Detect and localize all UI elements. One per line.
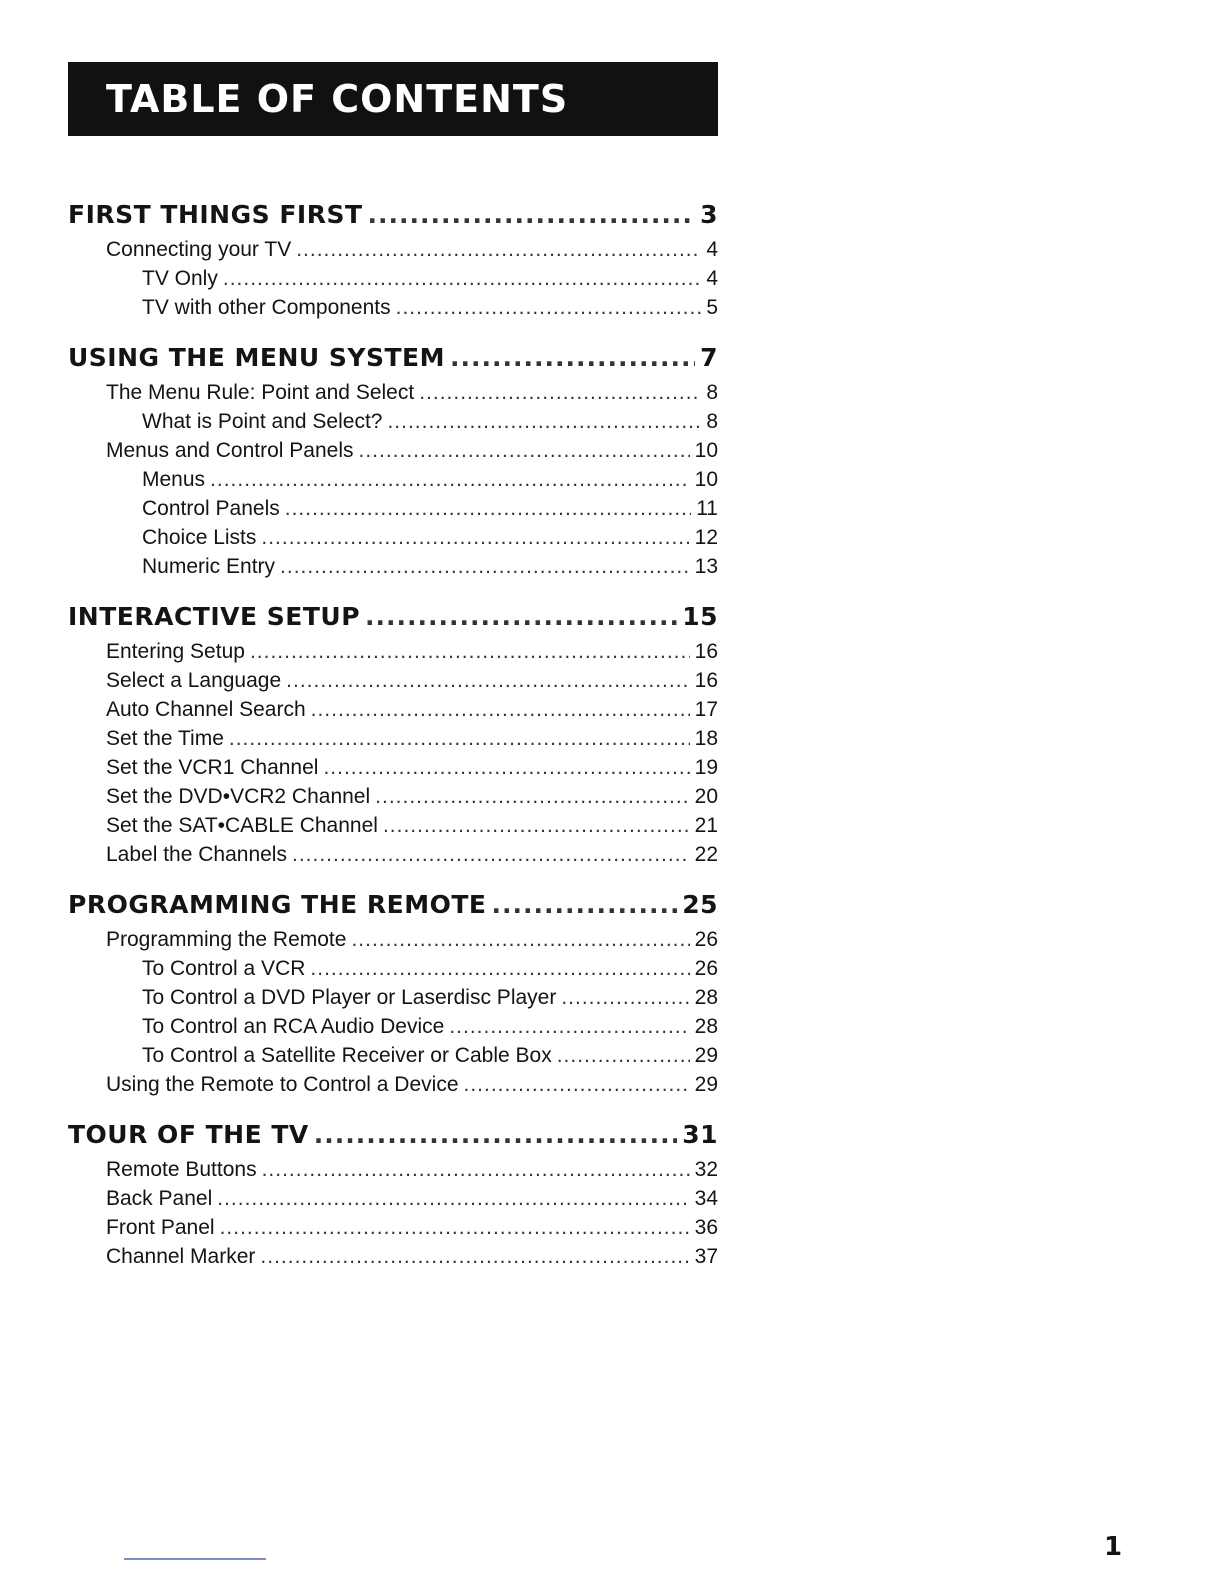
toc-entry[interactable] xyxy=(68,1216,718,1245)
toc-subentry-page: 5 xyxy=(706,296,718,319)
toc-entry-page: 32 xyxy=(694,1158,718,1181)
toc-entry-page: 26 xyxy=(694,928,718,951)
section-heading-title: USING THE MENU SYSTEM xyxy=(68,343,446,372)
toc-entry-page: 36 xyxy=(694,1216,718,1239)
toc-subentry[interactable] xyxy=(68,986,718,1015)
page-title: TABLE OF CONTENTS xyxy=(106,77,569,121)
dot-leader xyxy=(229,727,690,751)
toc-entry-page: 16 xyxy=(694,640,718,663)
toc-entry-page: 29 xyxy=(694,1073,718,1096)
toc-subentry[interactable] xyxy=(68,410,718,439)
dot-leader xyxy=(296,238,701,262)
toc-entry[interactable] xyxy=(68,1158,718,1187)
toc-subentry-title: What is Point and Select? xyxy=(142,410,383,433)
dot-leader xyxy=(396,296,702,320)
section-heading[interactable] xyxy=(68,890,718,928)
toc-entry[interactable] xyxy=(68,1245,718,1274)
toc-subentry-page: 13 xyxy=(694,555,718,578)
dot-leader xyxy=(220,1216,690,1240)
toc-entry-title: Programming the Remote xyxy=(106,928,347,951)
toc-section xyxy=(68,1120,718,1274)
section-heading[interactable] xyxy=(68,343,718,381)
toc-entry[interactable] xyxy=(68,814,718,843)
toc-subentry[interactable] xyxy=(68,957,718,986)
toc-entry-title: Entering Setup xyxy=(106,640,245,663)
dot-leader xyxy=(358,439,689,463)
dot-leader xyxy=(286,669,689,693)
dot-leader xyxy=(492,890,678,919)
dot-leader xyxy=(310,957,689,981)
dot-leader xyxy=(375,785,689,809)
scan-mark-line xyxy=(124,1558,266,1560)
toc-subentry-title: Menus xyxy=(142,468,206,491)
toc-subentry-page: 12 xyxy=(694,526,718,549)
toc-subentry-title: Numeric Entry xyxy=(142,555,276,578)
toc-entry-page: 10 xyxy=(694,439,718,462)
toc-section xyxy=(68,602,718,872)
toc-entry-title: Auto Channel Search xyxy=(106,698,306,721)
toc-entry-title: Set the DVD•VCR2 Channel xyxy=(106,785,371,808)
toc-subentry-title: TV Only xyxy=(142,267,218,290)
section-heading-title: FIRST THINGS FIRST xyxy=(68,200,363,229)
section-heading-page: 3 xyxy=(700,200,718,229)
dot-leader xyxy=(383,814,690,838)
toc-entry[interactable] xyxy=(68,669,718,698)
toc-entry-title: Set the Time xyxy=(106,727,224,750)
toc-section xyxy=(68,343,718,584)
toc-subentry-title: To Control a Satellite Receiver or Cable Box xyxy=(142,1044,552,1067)
toc-section xyxy=(68,200,718,325)
toc-subentry[interactable] xyxy=(68,1044,718,1073)
dot-leader xyxy=(311,698,690,722)
dot-leader xyxy=(419,381,701,405)
toc-entry-title: Using the Remote to Control a Device xyxy=(106,1073,459,1096)
dot-leader xyxy=(262,1158,690,1182)
section-heading[interactable] xyxy=(68,1120,718,1158)
dot-leader xyxy=(368,200,696,229)
toc-subentry-page: 8 xyxy=(706,410,718,433)
table-of-contents xyxy=(68,200,718,1292)
toc-entry[interactable] xyxy=(68,439,718,468)
dot-leader xyxy=(280,555,690,579)
toc-entry[interactable] xyxy=(68,785,718,814)
section-heading[interactable] xyxy=(68,602,718,640)
toc-entry[interactable] xyxy=(68,843,718,872)
dot-leader xyxy=(223,267,701,291)
section-heading-page: 7 xyxy=(700,343,718,372)
toc-section xyxy=(68,890,718,1102)
toc-entry[interactable] xyxy=(68,640,718,669)
toc-entry-title: Front Panel xyxy=(106,1216,215,1239)
dot-leader xyxy=(285,497,691,521)
toc-subentry-title: To Control an RCA Audio Device xyxy=(142,1015,445,1038)
section-heading[interactable] xyxy=(68,200,718,238)
toc-entry-title: Menus and Control Panels xyxy=(106,439,354,462)
toc-subentry[interactable] xyxy=(68,526,718,555)
toc-entry-page: 22 xyxy=(694,843,718,866)
toc-subentry-title: TV with other Components xyxy=(142,296,391,319)
toc-entry-title: Set the VCR1 Channel xyxy=(106,756,319,779)
toc-entry-page: 20 xyxy=(694,785,718,808)
dot-leader xyxy=(365,602,677,631)
toc-entry-title: Back Panel xyxy=(106,1187,213,1210)
section-heading-title: TOUR OF THE TV xyxy=(68,1120,309,1149)
dot-leader xyxy=(557,1044,690,1068)
dot-leader xyxy=(292,843,690,867)
section-heading-title: INTERACTIVE SETUP xyxy=(68,602,361,631)
section-heading-title: PROGRAMMING THE REMOTE xyxy=(68,890,487,919)
dot-leader xyxy=(561,986,689,1010)
toc-entry-page: 21 xyxy=(694,814,718,837)
toc-entry-page: 34 xyxy=(694,1187,718,1210)
toc-entry-page: 8 xyxy=(706,381,718,404)
dot-leader xyxy=(387,410,701,434)
toc-entry-page: 4 xyxy=(706,238,718,261)
toc-subentry[interactable] xyxy=(68,497,718,526)
dot-leader xyxy=(449,1015,689,1039)
toc-subentry[interactable] xyxy=(68,1015,718,1044)
dot-leader xyxy=(261,526,689,550)
toc-subentry-page: 10 xyxy=(694,468,718,491)
toc-entry-title: The Menu Rule: Point and Select xyxy=(106,381,415,404)
toc-subentry[interactable] xyxy=(68,267,718,296)
toc-subentry[interactable] xyxy=(68,296,718,325)
dot-leader xyxy=(351,928,689,952)
toc-entry-title: Channel Marker xyxy=(106,1245,256,1268)
toc-entry[interactable] xyxy=(68,727,718,756)
toc-subentry-title: Choice Lists xyxy=(142,526,257,549)
toc-entry-title: Select a Language xyxy=(106,669,282,692)
toc-subentry-title: To Control a VCR xyxy=(142,957,306,980)
toc-subentry-page: 26 xyxy=(694,957,718,980)
page-number: 1 xyxy=(1104,1532,1123,1562)
toc-entry[interactable] xyxy=(68,1073,718,1102)
toc-entry[interactable] xyxy=(68,238,718,267)
toc-subentry-page: 28 xyxy=(694,1015,718,1038)
toc-subentry-page: 28 xyxy=(694,986,718,1009)
title-banner xyxy=(68,62,718,136)
toc-subentry-page: 11 xyxy=(696,497,718,520)
toc-subentry[interactable] xyxy=(68,468,718,497)
toc-subentry-page: 29 xyxy=(694,1044,718,1067)
dot-leader xyxy=(314,1120,677,1149)
toc-entry-title: Connecting your TV xyxy=(106,238,292,261)
toc-entry[interactable] xyxy=(68,756,718,785)
toc-entry[interactable] xyxy=(68,928,718,957)
section-heading-page: 25 xyxy=(682,890,718,919)
toc-entry[interactable] xyxy=(68,698,718,727)
toc-subentry-title: Control Panels xyxy=(142,497,280,520)
dot-leader xyxy=(323,756,689,780)
toc-entry-page: 19 xyxy=(694,756,718,779)
dot-leader xyxy=(450,343,695,372)
toc-entry-page: 16 xyxy=(694,669,718,692)
toc-entry-page: 18 xyxy=(694,727,718,750)
toc-entry-page: 37 xyxy=(694,1245,718,1268)
dot-leader xyxy=(260,1245,689,1269)
section-heading-page: 15 xyxy=(682,602,718,631)
toc-entry-page: 17 xyxy=(694,698,718,721)
section-heading-page: 31 xyxy=(682,1120,718,1149)
dot-leader xyxy=(464,1073,690,1097)
toc-entry-title: Set the SAT•CABLE Channel xyxy=(106,814,378,837)
toc-entry-title: Remote Buttons xyxy=(106,1158,257,1181)
dot-leader xyxy=(217,1187,689,1211)
toc-entry[interactable] xyxy=(68,1187,718,1216)
dot-leader xyxy=(210,468,690,492)
toc-entry-title: Label the Channels xyxy=(106,843,287,866)
toc-subentry[interactable] xyxy=(68,555,718,584)
toc-subentry-title: To Control a DVD Player or Laserdisc Player xyxy=(142,986,557,1009)
toc-entry[interactable] xyxy=(68,381,718,410)
toc-subentry-page: 4 xyxy=(706,267,718,290)
dot-leader xyxy=(250,640,690,664)
